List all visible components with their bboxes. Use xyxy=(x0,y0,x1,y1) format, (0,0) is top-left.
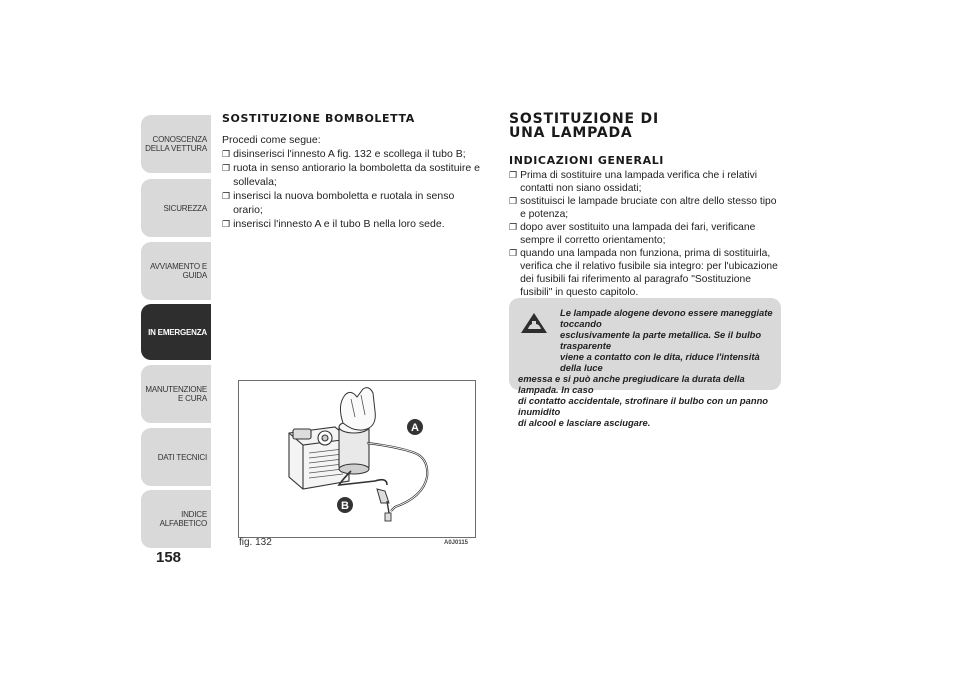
bullet-list xyxy=(509,169,781,299)
tab-sicurezza[interactable] xyxy=(141,179,211,237)
list-item xyxy=(509,221,781,247)
label-a: A xyxy=(411,422,419,434)
tab-label: AVVIAMENTO E GUIDA xyxy=(150,262,207,280)
checkbox-bullet-icon: ❐ xyxy=(222,149,231,159)
label-b: B xyxy=(341,500,349,512)
list-item-text: quando una lampada non funziona, prima di sostituirla, verifica che il relativo fusibile sia integro: per l'ubicazione dei fusibili fai riferimento al paragrafo "Sostituzione fusibili" in questo capitolo. xyxy=(520,248,778,298)
list-item xyxy=(509,247,781,299)
list-item xyxy=(222,189,484,217)
checkbox-bullet-icon: ❐ xyxy=(222,163,231,173)
list-item-text: ruota in senso antiorario la bomboletta da sostituire e sollevala; xyxy=(233,162,480,188)
figure-code: A0J0115 xyxy=(444,540,469,546)
list-item-text: disinserisci l'innesto A fig. 132 e scollega il tubo B; xyxy=(233,148,466,160)
figure-132 xyxy=(238,380,476,538)
subsection-heading: INDICAZIONI GENERALI xyxy=(509,154,665,167)
warning-text xyxy=(518,307,773,428)
list-item-text: inserisci l'innesto A e il tubo B nella loro sede. xyxy=(233,218,445,230)
right-column xyxy=(509,112,781,299)
warning-line: Le lampade alogene devono essere maneggiate toccando xyxy=(560,307,773,329)
section-heading: SOSTITUZIONE BOMBOLETTA xyxy=(222,112,415,125)
bullet-list xyxy=(222,147,484,231)
list-item-text: Prima di sostituire una lampada verifica che i relativi contatti non siano ossidati; xyxy=(520,170,758,194)
tab-indice-alfabetico[interactable] xyxy=(141,490,211,548)
intro-text: Procedi come segue: xyxy=(222,134,321,146)
list-item xyxy=(509,169,781,195)
section-title-line: UNA LAMPADA xyxy=(509,125,633,141)
tab-dati-tecnici[interactable] xyxy=(141,428,211,486)
figure-caption: fig. 132 xyxy=(239,537,272,548)
warning-line: esclusivamente la parte metallica. Se il bulbo trasparente xyxy=(560,329,762,351)
checkbox-bullet-icon: ❐ xyxy=(509,248,518,258)
tab-label: DATI TECNICI xyxy=(157,452,207,462)
list-item xyxy=(222,217,484,231)
checkbox-bullet-icon: ❐ xyxy=(509,196,518,206)
warning-box xyxy=(509,298,781,428)
tab-conoscenza-della-vettura[interactable] xyxy=(141,115,211,173)
left-column xyxy=(222,112,484,231)
tab-label: MANUTENZIONE E CURA xyxy=(145,385,207,403)
checkbox-bullet-icon: ❐ xyxy=(509,222,518,232)
tab-avviamento-e-guida[interactable] xyxy=(141,242,211,300)
list-item xyxy=(222,147,484,161)
warning-line: di alcool e lasciare asciugare. xyxy=(518,417,651,428)
tab-in-emergenza[interactable] xyxy=(141,304,211,360)
checkbox-bullet-icon: ❐ xyxy=(509,170,518,180)
tab-manutenzione-e-cura[interactable] xyxy=(141,365,211,423)
warning-line: viene a contatto con le dita, riduce l'intensità della luce xyxy=(560,351,760,373)
list-item xyxy=(222,161,484,189)
tab-label: CONOSCENZA DELLA VETTURA xyxy=(145,135,207,153)
list-item xyxy=(509,195,781,221)
page-number: 158 xyxy=(156,549,182,566)
compressor-illustration xyxy=(239,381,475,537)
section-title xyxy=(509,112,781,140)
tab-label: INDICE ALFABETICO xyxy=(159,510,207,528)
checkbox-bullet-icon: ❐ xyxy=(222,191,231,201)
checkbox-bullet-icon: ❐ xyxy=(222,219,231,229)
list-item-text: dopo aver sostituito una lampada dei fari, verificane sempre il corretto orientamento; xyxy=(520,222,756,246)
warning-line: emessa e si può anche pregiudicare la durata della lampada. In caso xyxy=(518,373,745,395)
list-item-text: inserisci la nuova bomboletta e ruotala in senso orario; xyxy=(233,190,455,216)
tab-label: SICUREZZA xyxy=(163,203,207,213)
list-item-text: sostituisci le lampade bruciate con altre dello stesso tipo e potenza; xyxy=(520,196,777,220)
tab-label: IN EMERGENZA xyxy=(148,327,207,337)
warning-line: di contatto accidentale, strofinare il bulbo con un panno inumidito xyxy=(518,395,769,417)
section-title-line: SOSTITUZIONE DI xyxy=(509,111,659,127)
